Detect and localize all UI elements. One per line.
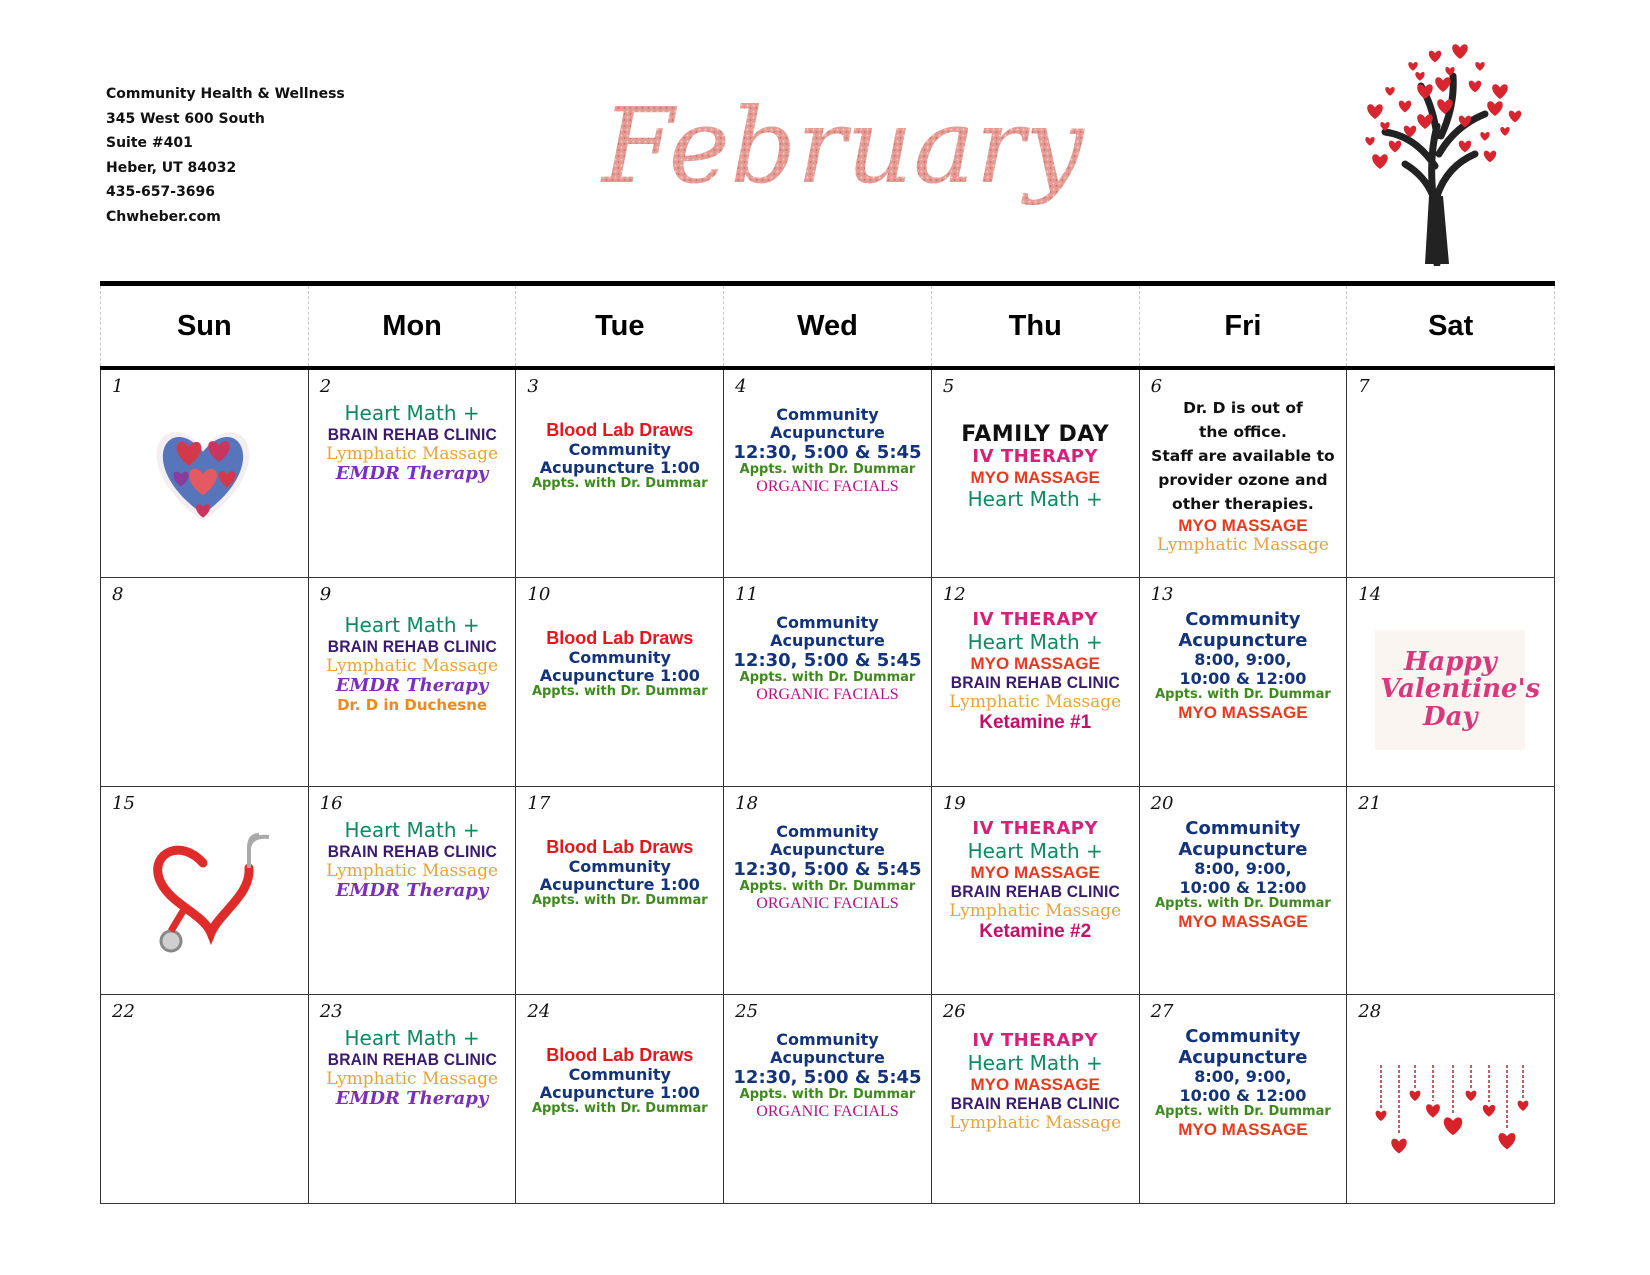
event-line: 10:00 & 12:00 bbox=[1179, 668, 1307, 688]
event-line: Ketamine #1 bbox=[979, 712, 1092, 734]
event-line: Lymphatic Massage bbox=[326, 1068, 499, 1089]
event-line: BRAIN REHAB CLINIC bbox=[327, 842, 497, 861]
event-line: EMDR Therapy bbox=[335, 463, 489, 485]
day-cell[interactable] bbox=[101, 994, 309, 1204]
tree-heart bbox=[1408, 62, 1417, 71]
event-line: Acupuncture bbox=[1178, 1046, 1308, 1068]
day-number: 23 bbox=[319, 1001, 343, 1022]
event-line: ORGANIC FACIALS bbox=[756, 1103, 899, 1121]
event-line: Community bbox=[776, 822, 879, 841]
event-line: EMDR Therapy bbox=[335, 880, 489, 902]
event-line: Acupuncture 1:00 bbox=[539, 875, 700, 895]
event-line: Community bbox=[1185, 818, 1301, 839]
event-line: Appts. with Dr. Dummar bbox=[531, 476, 708, 492]
event-line: Acupuncture bbox=[770, 423, 885, 443]
event-line: 12:30, 5:00 & 5:45 bbox=[733, 1066, 922, 1088]
event-line: MYO MASSAGE bbox=[1178, 1120, 1308, 1140]
event-line: Blood Lab Draws bbox=[546, 837, 694, 857]
day-number: 15 bbox=[112, 793, 135, 814]
city-state-zip: Heber, UT 84032 bbox=[106, 159, 237, 176]
event-line: Lymphatic Massage bbox=[949, 691, 1122, 712]
day-number: 28 bbox=[1358, 1001, 1382, 1022]
event-line: Lymphatic Massage bbox=[1156, 534, 1329, 555]
day-cell[interactable] bbox=[1347, 577, 1555, 786]
event-line: FAMILY DAY bbox=[961, 422, 1110, 447]
event-line: Ketamine #2 bbox=[979, 921, 1092, 943]
event-line: Acupuncture bbox=[1178, 629, 1308, 651]
day-number: 18 bbox=[735, 793, 759, 814]
event-line: Heart Math + bbox=[967, 629, 1103, 654]
day-number: 7 bbox=[1358, 376, 1370, 397]
event-line: Appts. with Dr. Dummar bbox=[531, 684, 708, 700]
event-line: MYO MASSAGE bbox=[970, 653, 1100, 673]
event-line: Acupuncture 1:00 bbox=[539, 666, 700, 686]
tree-heart bbox=[1469, 81, 1481, 93]
event-line: Appts. with Dr. Dummar bbox=[739, 462, 916, 478]
day-cell[interactable] bbox=[1140, 370, 1348, 577]
event-line: Community bbox=[776, 405, 879, 424]
day-cell[interactable] bbox=[1140, 994, 1348, 1204]
day-number: 19 bbox=[942, 793, 966, 814]
event-line: Heart Math + bbox=[967, 486, 1103, 511]
day-number: 27 bbox=[1150, 1001, 1174, 1022]
tree-heart bbox=[1500, 127, 1509, 136]
event-line: Appts. with Dr. Dummar bbox=[739, 1087, 916, 1103]
clinic-name: Community Health & Wellness bbox=[106, 86, 345, 102]
event-line: BRAIN REHAB CLINIC bbox=[327, 637, 497, 656]
street-address: 345 West 600 South bbox=[106, 110, 265, 127]
event-line: Community bbox=[568, 439, 671, 459]
svg-text:February: February bbox=[602, 85, 1084, 207]
clinic-address bbox=[106, 82, 345, 229]
day-number: 12 bbox=[942, 584, 966, 605]
event-line: Heart Math + bbox=[344, 818, 480, 842]
event-line: Appts. with Dr. Dummar bbox=[1155, 896, 1331, 912]
tree-heart bbox=[1417, 114, 1433, 129]
day-number: 11 bbox=[735, 584, 759, 605]
tree-heart bbox=[1480, 132, 1489, 141]
event-line: provider ozone and bbox=[1158, 471, 1328, 490]
day-number: 13 bbox=[1150, 584, 1174, 605]
event-line: Acupuncture 1:00 bbox=[539, 458, 700, 478]
event-line: Community bbox=[776, 1030, 879, 1049]
event-line: Acupuncture bbox=[770, 1048, 885, 1068]
event-line: other therapies. bbox=[1172, 495, 1314, 514]
tree-heart bbox=[1509, 111, 1521, 123]
day-cell[interactable] bbox=[724, 577, 932, 786]
event-line: 10:00 & 12:00 bbox=[1179, 1085, 1307, 1105]
day-cell[interactable] bbox=[101, 577, 309, 786]
event-line: MYO MASSAGE bbox=[1178, 703, 1308, 723]
day-number: 2 bbox=[319, 376, 332, 397]
event-line: Heart Math + bbox=[344, 401, 480, 425]
day-cell[interactable] bbox=[516, 370, 724, 577]
event-line: BRAIN REHAB CLINIC bbox=[950, 882, 1120, 902]
day-number: 21 bbox=[1358, 793, 1382, 814]
day-cell[interactable] bbox=[1347, 786, 1555, 994]
day-number: 22 bbox=[112, 1001, 135, 1022]
day-cell[interactable] bbox=[932, 786, 1140, 994]
valentines-text: Happy Valentine's Day bbox=[1380, 647, 1541, 732]
event-line: IV THERAPY bbox=[972, 446, 1098, 468]
event-line: Community bbox=[1185, 609, 1301, 630]
event-line: MYO MASSAGE bbox=[1178, 516, 1308, 536]
event-line: MYO MASSAGE bbox=[970, 1074, 1100, 1094]
suite-number: Suite #401 bbox=[106, 135, 193, 151]
tree-heart bbox=[1367, 104, 1383, 119]
hanging-hearts-icon bbox=[1367, 1065, 1537, 1175]
event-line: Dr. D in Duchesne bbox=[337, 695, 488, 714]
event-line: Acupuncture 1:00 bbox=[539, 1083, 700, 1103]
day-number: 5 bbox=[942, 376, 955, 397]
event-line: Staff are available to bbox=[1151, 447, 1335, 466]
day-cell[interactable] bbox=[724, 786, 932, 994]
day-number: 10 bbox=[527, 584, 551, 605]
event-line: Appts. with Dr. Dummar bbox=[1155, 687, 1331, 703]
event-line: IV THERAPY bbox=[972, 818, 1098, 839]
event-line: 8:00, 9:00, bbox=[1194, 859, 1292, 879]
happy-valentines-day-icon bbox=[1375, 630, 1541, 750]
event-line: Appts. with Dr. Dummar bbox=[531, 1101, 708, 1117]
day-cell[interactable] bbox=[932, 370, 1140, 577]
event-line: Appts. with Dr. Dummar bbox=[1155, 1104, 1331, 1120]
event-line: Heart Math + bbox=[344, 613, 480, 637]
day-number: 1 bbox=[112, 376, 124, 397]
tree-heart bbox=[1399, 101, 1411, 113]
day-number: 6 bbox=[1150, 376, 1163, 397]
day-number: 8 bbox=[112, 584, 124, 605]
day-cell[interactable] bbox=[1347, 370, 1555, 577]
weekday-header bbox=[100, 286, 1555, 366]
weekday-thu: Thu bbox=[931, 286, 1139, 366]
event-line: 12:30, 5:00 & 5:45 bbox=[733, 649, 922, 671]
event-line: Heart Math + bbox=[967, 1050, 1103, 1075]
event-line: BRAIN REHAB CLINIC bbox=[950, 1094, 1120, 1114]
event-line: Appts. with Dr. Dummar bbox=[739, 879, 916, 895]
event-line: BRAIN REHAB CLINIC bbox=[327, 425, 497, 444]
event-line: MYO MASSAGE bbox=[970, 467, 1100, 487]
event-line: Community bbox=[568, 647, 671, 667]
event-line: 8:00, 9:00, bbox=[1194, 1067, 1292, 1087]
event-line: Blood Lab Draws bbox=[546, 1045, 694, 1065]
event-line: 12:30, 5:00 & 5:45 bbox=[733, 441, 922, 463]
event-line: Heart Math + bbox=[344, 1026, 480, 1050]
weekday-sat: Sat bbox=[1346, 286, 1555, 366]
day-cell[interactable] bbox=[516, 786, 724, 994]
day-cell[interactable] bbox=[1140, 786, 1348, 994]
event-line: Heart Math + bbox=[967, 838, 1103, 863]
day-number: 20 bbox=[1150, 793, 1174, 814]
day-number: 16 bbox=[319, 793, 343, 814]
weekday-wed: Wed bbox=[723, 286, 931, 366]
day-cell[interactable] bbox=[516, 994, 724, 1204]
month-title bbox=[590, 62, 1110, 272]
tree-heart bbox=[1435, 77, 1451, 92]
day-cell[interactable] bbox=[516, 577, 724, 786]
event-line: Blood Lab Draws bbox=[546, 628, 694, 648]
tree-heart bbox=[1459, 141, 1471, 153]
day-number: 17 bbox=[527, 793, 551, 814]
event-line: Dr. D is out of bbox=[1183, 399, 1303, 417]
event-line: ORGANIC FACIALS bbox=[756, 895, 899, 913]
day-cell[interactable] bbox=[1347, 994, 1555, 1204]
day-cell[interactable] bbox=[309, 994, 517, 1204]
event-line: Community bbox=[568, 1064, 671, 1084]
day-cell[interactable] bbox=[309, 370, 517, 577]
day-number: 14 bbox=[1358, 584, 1382, 605]
phone-number: 435-657-3696 bbox=[106, 184, 216, 200]
day-cell[interactable] bbox=[101, 370, 309, 577]
event-line: IV THERAPY bbox=[972, 609, 1098, 630]
event-line: Acupuncture bbox=[770, 840, 885, 860]
event-line: BRAIN REHAB CLINIC bbox=[950, 673, 1120, 693]
event-line: EMDR Therapy bbox=[335, 1088, 489, 1110]
event-line: Appts. with Dr. Dummar bbox=[531, 893, 708, 909]
day-cell[interactable] bbox=[724, 370, 932, 577]
weekday-mon: Mon bbox=[308, 286, 516, 366]
tree-heart bbox=[1484, 151, 1496, 163]
day-cell[interactable] bbox=[101, 786, 309, 994]
calendar-grid bbox=[100, 370, 1555, 1204]
event-line: ORGANIC FACIALS bbox=[756, 478, 899, 496]
day-number: 26 bbox=[942, 1001, 966, 1022]
tree-heart bbox=[1365, 137, 1374, 146]
event-line: 10:00 & 12:00 bbox=[1179, 877, 1307, 897]
day-cell[interactable] bbox=[932, 577, 1140, 786]
event-line: Lymphatic Massage bbox=[326, 860, 499, 881]
event-line: Appts. with Dr. Dummar bbox=[739, 670, 916, 686]
tree-heart bbox=[1415, 72, 1424, 81]
tree-heart bbox=[1389, 141, 1401, 153]
event-line: EMDR Therapy bbox=[335, 675, 489, 697]
event-line: Acupuncture bbox=[770, 631, 885, 651]
event-line: Lymphatic Massage bbox=[326, 655, 499, 676]
day-cell[interactable] bbox=[309, 577, 517, 786]
heart-tree-icon bbox=[1325, 36, 1555, 266]
weekday-fri: Fri bbox=[1139, 286, 1347, 366]
day-cell[interactable] bbox=[932, 994, 1140, 1204]
event-line: Blood Lab Draws bbox=[546, 420, 694, 440]
tree-heart bbox=[1475, 62, 1484, 71]
weekday-tue: Tue bbox=[515, 286, 723, 366]
event-line: Community bbox=[776, 613, 879, 632]
tree-heart bbox=[1385, 87, 1394, 96]
event-line: Community bbox=[1185, 1026, 1301, 1047]
day-cell[interactable] bbox=[309, 786, 517, 994]
day-cell[interactable] bbox=[1140, 577, 1348, 786]
day-number: 9 bbox=[319, 584, 332, 605]
event-line: Community bbox=[568, 856, 671, 876]
day-number: 25 bbox=[735, 1001, 759, 1022]
weekday-sun: Sun bbox=[100, 286, 308, 366]
event-line: BRAIN REHAB CLINIC bbox=[327, 1050, 497, 1069]
tree-heart bbox=[1492, 84, 1508, 99]
tree-heart bbox=[1487, 101, 1503, 116]
tree-heart bbox=[1429, 51, 1441, 63]
event-line: the office. bbox=[1198, 423, 1287, 442]
tree-heart bbox=[1452, 44, 1468, 59]
event-line: 8:00, 9:00, bbox=[1194, 650, 1292, 670]
event-line: MYO MASSAGE bbox=[1178, 912, 1308, 932]
event-line: Lymphatic Massage bbox=[326, 443, 499, 464]
tree-heart bbox=[1372, 154, 1388, 169]
day-cell[interactable] bbox=[724, 994, 932, 1204]
event-line: ORGANIC FACIALS bbox=[756, 686, 899, 704]
event-line: 12:30, 5:00 & 5:45 bbox=[733, 858, 922, 880]
day-number: 3 bbox=[527, 376, 539, 397]
event-line: IV THERAPY bbox=[972, 1030, 1098, 1051]
event-line: MYO MASSAGE bbox=[970, 862, 1100, 882]
day-number: 4 bbox=[735, 376, 747, 397]
event-line: Acupuncture bbox=[1178, 838, 1308, 860]
floral-heart-icon bbox=[131, 400, 276, 545]
website: Chwheber.com bbox=[106, 208, 221, 225]
event-line: Lymphatic Massage bbox=[949, 900, 1122, 921]
stethoscope-heart-icon bbox=[141, 823, 281, 953]
day-number: 24 bbox=[527, 1001, 551, 1022]
event-line: Lymphatic Massage bbox=[949, 1112, 1122, 1133]
